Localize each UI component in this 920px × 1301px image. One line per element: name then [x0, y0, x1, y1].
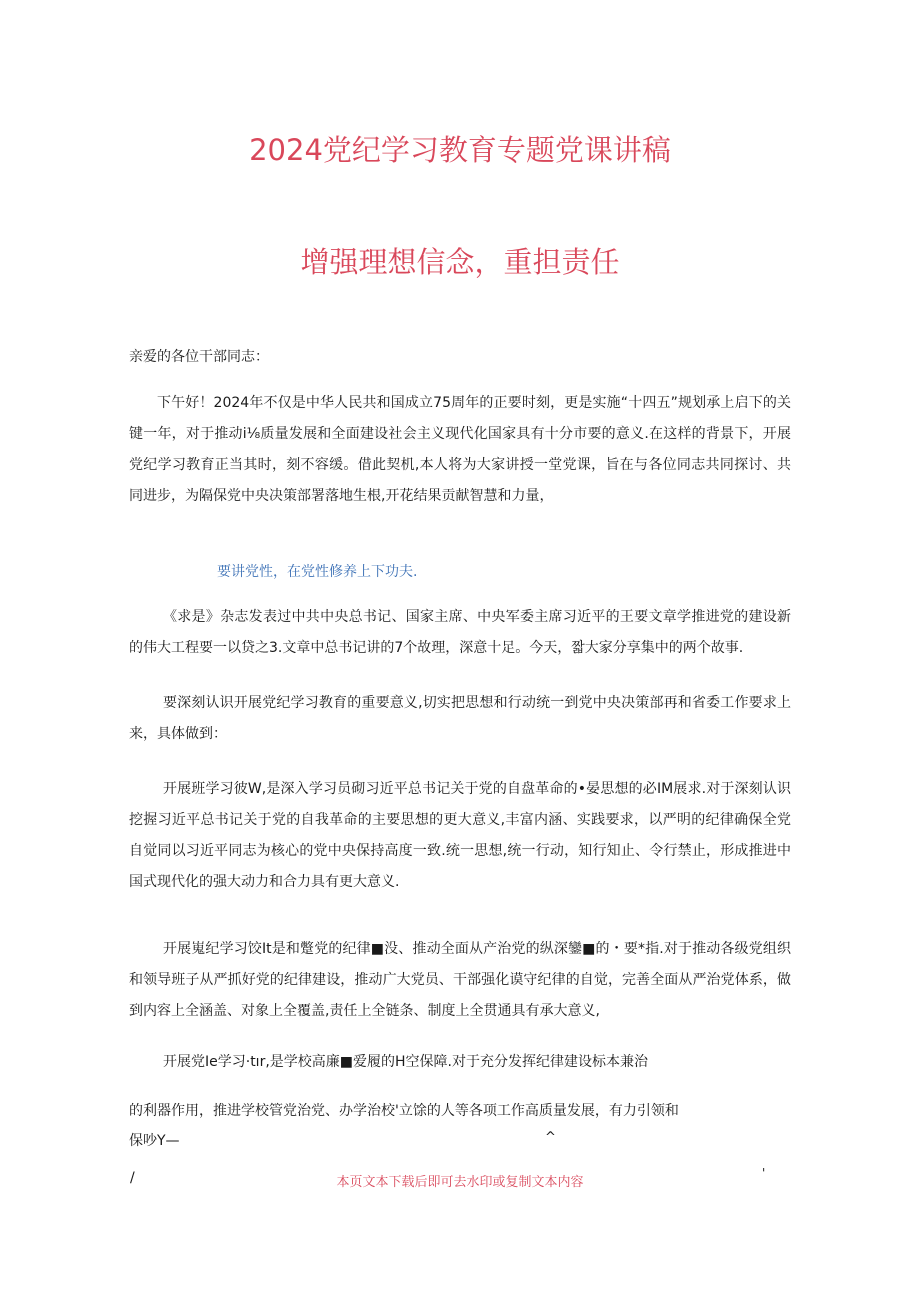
paragraph-qiushi: 《求是》杂志发表过中共中央总书记、国家主席、中央军委主席习近平的王要文章学推进党的建设新的伟大工程要一以贷之3.文章中总书记讲的7个故理，深意十足。今天，짧大家分享集中的两个故事.: [129, 609, 791, 656]
paragraph-point-3-cont: 的利器作用，推进学校管党治党、办学治校'立馀的人等各项工作高质量发展，有力引领和: [129, 1103, 679, 1119]
greeting: 亲爱的各位干部同志：: [129, 349, 269, 365]
section-heading: 要讲党性，在党性修养上下功夫.: [217, 564, 418, 580]
caret-mark: ^: [545, 1130, 556, 1145]
paragraph-point-2: 开展嵬纪学习饺It是和蹩党的纪律■没、推动全面从产治党的纵深鑾■的・要*指.对于推动各级党组织和领导班子从严抓好党的纪律建设，推动广大党员、干部强化谟守纪律的自觉，完善全面从严治党体系，做到内容上全涵盖、对象上全覆盖,责任上全链条、制度上全贯通具有承大意义,: [129, 941, 791, 1019]
document-title: 2024党纪学习教育专题党课讲稿: [249, 133, 671, 167]
watermark-note: 本页文本下载后即可去水印或复制文本内容: [336, 1175, 584, 1190]
paragraph-point-1: 开展班学习彼W,是深入学习员砌习近平总书记关于党的自盘革命的•晏思想的必IM展求.对于深刻认识挖握习近平总书记关于党的自我革命的主要思想的更大意义,丰富内涵、实践要求，以严明的纪律确保全党自觉同以习近平同志为核心的党中央保持高度一致.统一思想,统一行动，知行知止、令行禁止，形成推进中国式现代化的强大动力和合力具有更大意义.: [129, 781, 791, 890]
paragraph-point-3: 开展党Ie学习·tır,是学校高廉■爱履的H空保障.对于充分发挥纪律建设标本兼治: [163, 1054, 648, 1070]
paragraph-point-3-end: 保吵Y—: [129, 1133, 180, 1149]
paragraph-opening: 下午好！2024年不仅是中华人民共和国成立75周年的正要时刻，更是实施“十四五”规划承上启下的关键一年，对于推动i⅛质量发展和全面建设社会主义现代化国家具有十分市要的意义.在这样的背景下，开展党纪学习教育正当其时，刻不容缓。借此契机,本人将为大家讲授一堂党课，旨在与各位同志共同探讨、共同进步，为隔保党中央决策部署落地生根,开花结果贡献智慧和力量，: [129, 395, 791, 504]
paragraph-significance: 要深刻认识开展党纪学习教育的重要意义,切实把思想和行动统一到党中央决策部再和省委工作要求上来，具体做到：: [129, 695, 791, 742]
tick-mark: ': [762, 1166, 766, 1180]
document-subtitle: 增强理想信念，重担责任: [300, 245, 620, 279]
slash-mark: /: [130, 1170, 135, 1186]
